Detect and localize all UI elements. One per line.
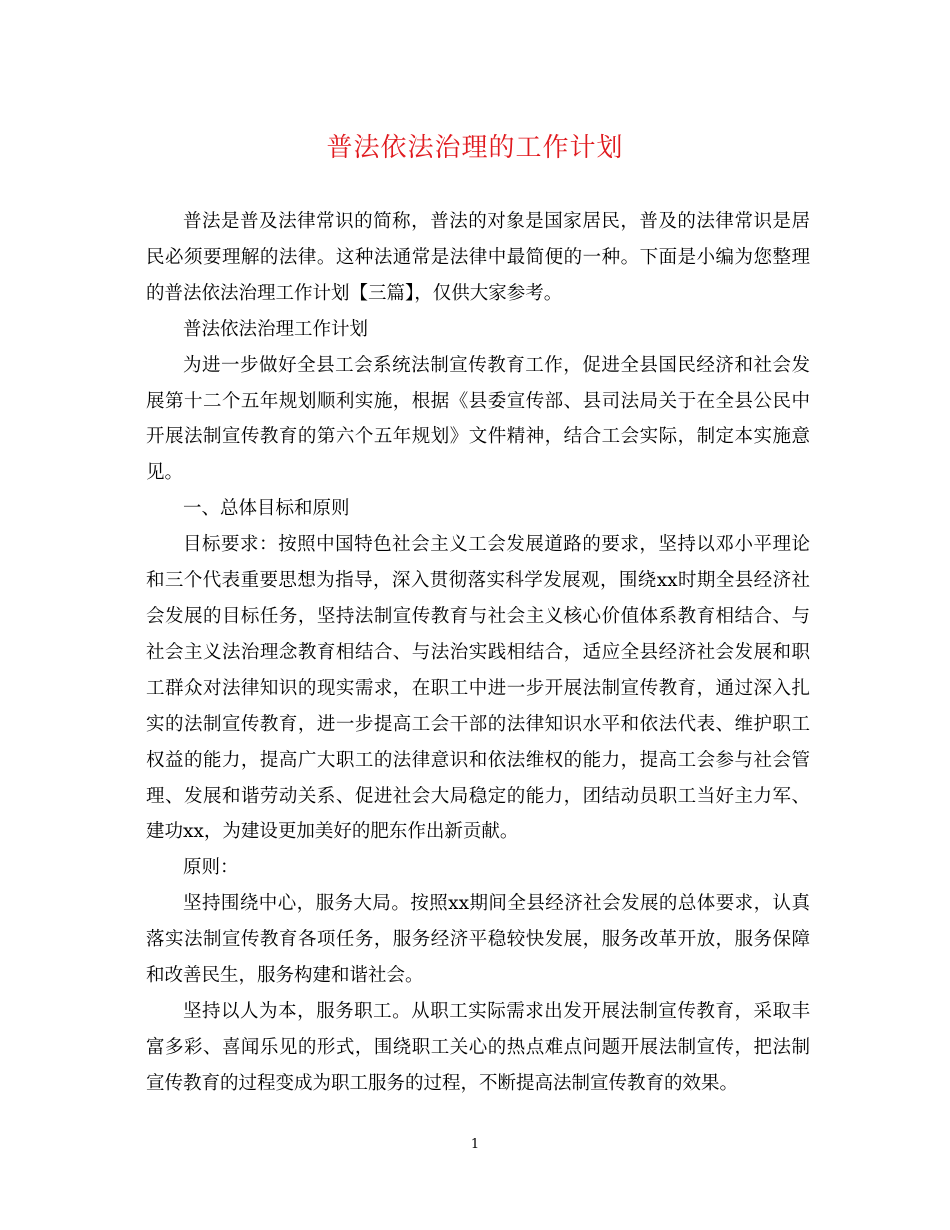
principle-paragraph-1: 坚持围绕中心，服务大局。按照xx期间全县经济社会发展的总体要求，认真落实法制宣传教育各项任务，服务经济平稳较快发展，服务改革开放，服务保障和改善民生，服务构建和谐社会。	[146, 893, 810, 987]
principle-paragraph-2: 坚持以人为本，服务职工。从职工实际需求出发开展法制宣传教育，采取丰富多彩、喜闻乐见的形式，围绕职工关心的热点难点问题开展法制宣传，把法制宣传教育的过程变成为职工服务的过程，不断提高法制宣传教育的效果。	[146, 1000, 810, 1094]
plan-heading: 普法依法治理工作计划	[183, 318, 369, 340]
principles-label: 原则：	[183, 857, 239, 879]
document-body	[146, 204, 810, 1102]
document-title: 普法依法治理的工作计划	[326, 133, 624, 163]
section-heading-goals: 一、总体目标和原则	[183, 498, 350, 520]
page-number: 1	[470, 1137, 480, 1152]
intro-paragraph: 普法是普及法律常识的简称，普法的对象是国家居民，普及的法律常识是居民必须要理解的法律。这种法通常是法律中最简便的一种。下面是小编为您整理的普法依法治理工作计划【三篇】，仅供大家参考。	[146, 211, 810, 304]
purpose-paragraph: 为进一步做好全县工会系统法制宣传教育工作，促进全县国民经济和社会发展第十二个五年规划顺利实施，根据《县委宣传部、县司法局关于在全县公民中开展法制宣传教育的第六个五年规划》文件精神，结合工会实际，制定本实施意见。	[146, 354, 810, 484]
goals-paragraph: 目标要求：按照中国特色社会主义工会发展道路的要求，坚持以邓小平理论和三个代表重要思想为指导，深入贯彻落实科学发展观，围绕xx时期全县经济社会发展的目标任务，坚持法制宣传教育与社会主义核心价值体系教育相结合、与社会主义法治理念教育相结合、与法治实践相结合，适应全县经济社会发展和职工群众对法律知识的现实需求，在职工中进一步开展法制宣传教育，通过深入扎实的法制宣传教育，进一步提高工会干部的法律知识水平和依法代表、维护职工权益的能力，提高广大职工的法律意识和依法维权的能力，提高工会参与社会管理、发展和谐劳动关系、促进社会大局稳定的能力，团结动员职工当好主力军、建功xx，为建设更加美好的肥东作出新贡献。	[146, 534, 810, 843]
